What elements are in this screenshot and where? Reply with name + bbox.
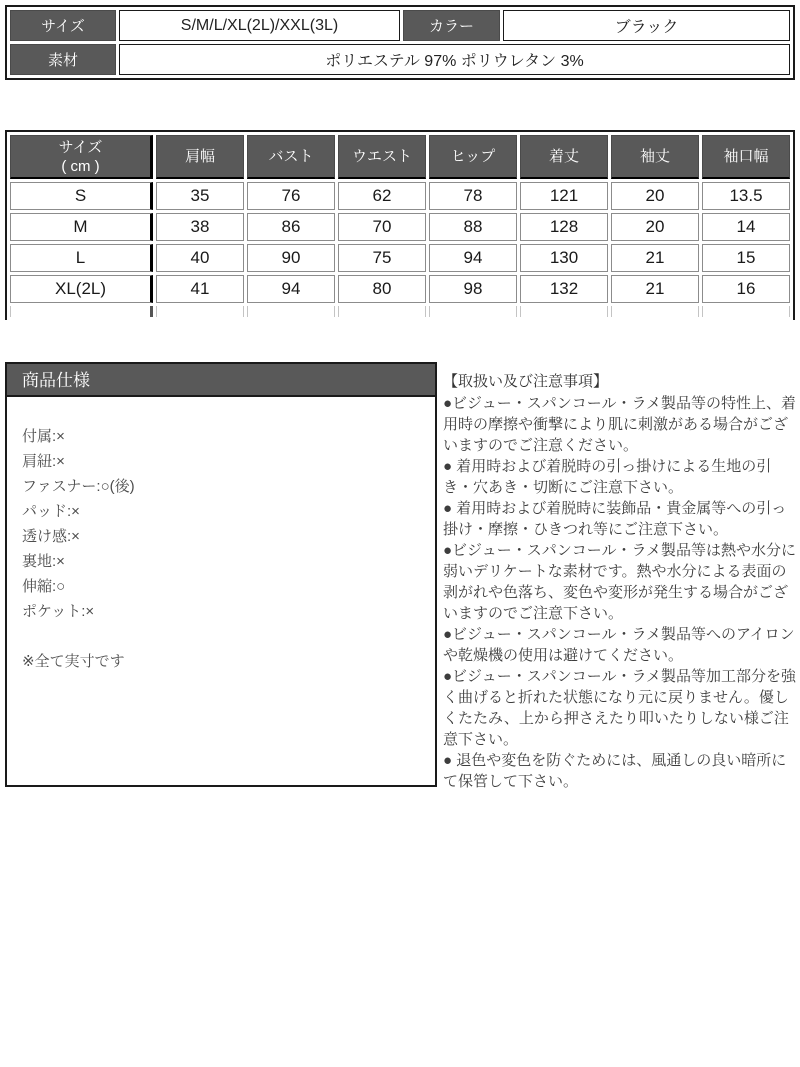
color-label-cell: カラー <box>403 10 500 41</box>
col-header-shoulder: 肩幅 <box>156 135 244 179</box>
measure-cell: 78 <box>429 182 517 210</box>
col-header-waist: ウエスト <box>338 135 426 179</box>
measure-cell: 98 <box>429 275 517 303</box>
clipped-empty-row <box>10 306 790 317</box>
spec-item-accessory: 付属:× <box>22 428 65 445</box>
spec-box-title: 商品仕様 <box>7 364 435 397</box>
care-note-jewelry: ● 着用時および着脱時に装飾品・貴金属等への引っ掛け・摩擦・ひきつれ等にご注意下さい。 <box>443 500 787 538</box>
size-name-cell: S <box>10 182 153 210</box>
measure-cell: 38 <box>156 213 244 241</box>
measure-cell: 62 <box>338 182 426 210</box>
size-value-cell: S/M/L/XL(2L)/XXL(3L) <box>119 10 400 41</box>
measure-cell: 15 <box>702 244 790 272</box>
size-row-l <box>10 244 790 272</box>
measure-cell: 70 <box>338 213 426 241</box>
col-header-cuff: 袖口幅 <box>702 135 790 179</box>
size-name-cell: XL(2L) <box>10 275 153 303</box>
col-header-hip: ヒップ <box>429 135 517 179</box>
measure-cell: 75 <box>338 244 426 272</box>
measure-cell: 94 <box>429 244 517 272</box>
care-note-bending: ●ビジュー・スパンコール・ラメ製品等加工部分を強く曲げると折れた状態になり元に戻りません。優しくたたみ、上から押さえたり叩いたりしない様ご注意下さい。 <box>443 668 797 748</box>
care-note-heat-water: ●ビジュー・スパンコール・ラメ製品等は熱や水分に弱いデリケートな素材です。熱や水分による表面の剥がれや色落ち、変色や変形が発生する場合がございますのでご注意下さい。 <box>443 542 797 622</box>
care-note-friction: ●ビジュー・スパンコール・ラメ製品等の特性上、着用時の摩擦や衝撃により肌に刺激がある場合がございますのでご注意ください。 <box>443 395 797 454</box>
product-info-table <box>5 5 795 80</box>
measure-cell: 132 <box>520 275 608 303</box>
measure-cell: 130 <box>520 244 608 272</box>
size-row-s <box>10 182 790 210</box>
size-row-xl <box>10 275 790 303</box>
care-notes-title: 【取扱い及び注意事項】 <box>443 373 609 390</box>
spec-item-lining: 裏地:× <box>22 553 65 570</box>
measure-cell: 14 <box>702 213 790 241</box>
col-header-length: 着丈 <box>520 135 608 179</box>
measure-cell: 35 <box>156 182 244 210</box>
spec-item-strap: 肩紐:× <box>22 453 65 470</box>
size-chart-table <box>5 130 795 320</box>
col-header-bust: バスト <box>247 135 335 179</box>
measure-cell: 76 <box>247 182 335 210</box>
measure-cell: 128 <box>520 213 608 241</box>
info-row-size-color <box>10 10 790 41</box>
care-note-storage: ● 退色や変色を防ぐためには、風通しの良い暗所にて保管して下さい。 <box>443 752 787 790</box>
measure-cell: 13.5 <box>702 182 790 210</box>
measure-cell: 16 <box>702 275 790 303</box>
size-name-cell: M <box>10 213 153 241</box>
measure-cell: 86 <box>247 213 335 241</box>
spec-item-zipper: ファスナー:○(後) <box>22 478 135 495</box>
size-name-cell: L <box>10 244 153 272</box>
spec-item-stretch: 伸縮:○ <box>22 578 66 595</box>
spec-note: ※全て実寸です <box>22 653 125 670</box>
color-value-cell: ブラック <box>503 10 790 41</box>
spec-box <box>5 362 437 787</box>
measure-cell: 20 <box>611 213 699 241</box>
col-header-size-cm <box>10 135 153 179</box>
spec-item-sheerness: 透け感:× <box>22 528 80 545</box>
size-cm-line1: サイズ <box>58 138 103 156</box>
care-note-snagging: ● 着用時および着脱時の引っ掛けによる生地の引き・穴あき・切断にご注意下さい。 <box>443 458 772 496</box>
material-value-cell: ポリエステル 97% ポリウレタン 3% <box>119 44 790 75</box>
measure-cell: 88 <box>429 213 517 241</box>
measure-cell: 80 <box>338 275 426 303</box>
measure-cell: 94 <box>247 275 335 303</box>
measure-cell: 21 <box>611 244 699 272</box>
size-label-cell: サイズ <box>10 10 116 41</box>
measure-cell: 20 <box>611 182 699 210</box>
size-chart-header-row <box>10 135 790 179</box>
measure-cell: 90 <box>247 244 335 272</box>
spec-item-pocket: ポケット:× <box>22 603 95 620</box>
spec-box-body <box>7 397 435 674</box>
spec-item-pad: パッド:× <box>22 503 80 520</box>
size-row-m <box>10 213 790 241</box>
care-notes <box>443 371 796 792</box>
measure-cell: 121 <box>520 182 608 210</box>
measure-cell: 21 <box>611 275 699 303</box>
care-note-iron-dryer: ●ビジュー・スパンコール・ラメ製品等へのアイロンや乾燥機の使用は避けてください。 <box>443 626 795 664</box>
info-row-material <box>10 44 790 75</box>
measure-cell: 41 <box>156 275 244 303</box>
material-label-cell: 素材 <box>10 44 116 75</box>
col-header-sleeve: 袖丈 <box>611 135 699 179</box>
size-cm-line2: ( cm ) <box>61 157 100 175</box>
measure-cell: 40 <box>156 244 244 272</box>
